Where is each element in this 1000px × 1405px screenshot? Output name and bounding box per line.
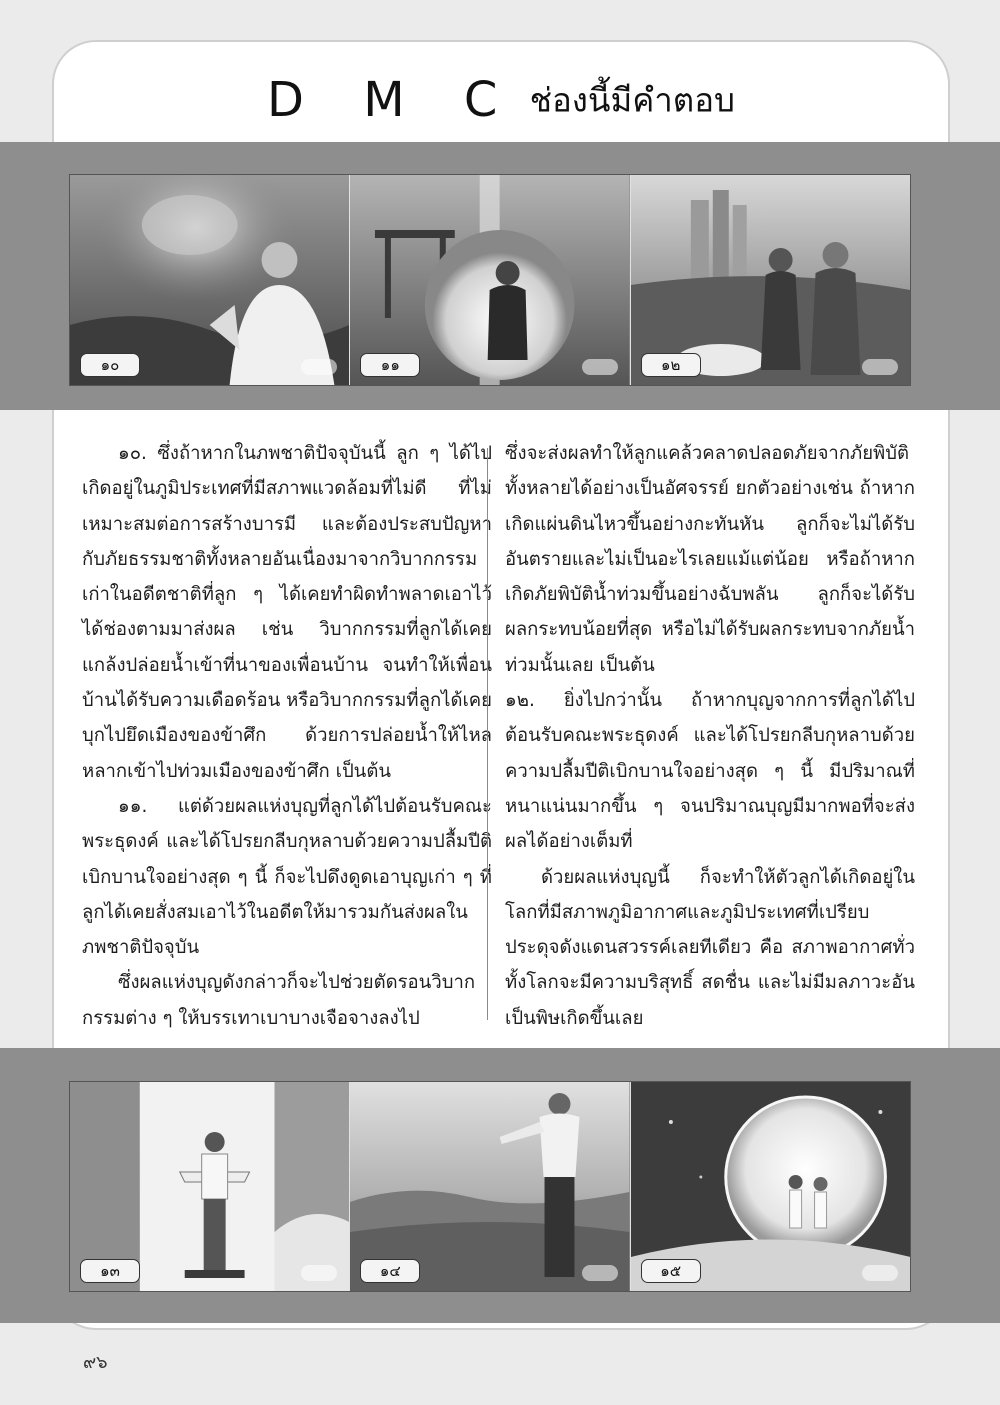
image-number-badge: ๑๕ — [641, 1259, 701, 1283]
illustration-15 — [631, 1082, 910, 1291]
image-number-badge: ๑๓ — [80, 1259, 140, 1283]
text-column-right — [505, 436, 915, 1036]
illustration-13 — [70, 1082, 350, 1291]
illustration-12 — [631, 175, 910, 385]
page-title — [52, 72, 950, 142]
dmc-logo — [301, 1265, 337, 1281]
dmc-logo — [582, 1265, 618, 1281]
illustration-10 — [70, 175, 350, 385]
dmc-logo — [862, 359, 898, 375]
paragraph: ๑๒. ยิ่งไปกว่านั้น ถ้าหากบุญจากการที่ลูกได้ไปต้อนรับคณะพระธุดงค์ และได้โปรยกลีบกุหลาบด้วยความปลื้มปีติเบิกบานใจอย่างสุด ๆ นี้ มีปริมาณที่หนาแน่นมากขึ้น ๆ จนปริมาณบุญมีมากพอที่จะส่งผลได้อย่างเต็มที่ — [505, 690, 915, 853]
bottom-image-strip — [69, 1081, 911, 1292]
illustration-11 — [350, 175, 630, 385]
title-dmc: D M C — [266, 72, 520, 128]
image-number-badge: ๑๐ — [80, 353, 140, 377]
dmc-logo — [862, 1265, 898, 1281]
paragraph: ซึ่งจะส่งผลทำให้ลูกแคล้วคลาดปลอดภัยจากภัยพิบัติทั้งหลายได้อย่างเป็นอัศจรรย์ ยกตัวอย่างเช่น ถ้าหากเกิดแผ่นดินไหวขึ้นอย่างกะทันหัน ลูกก็จะไม่ได้รับอันตรายและไม่เป็นอะไรเลยแม้แต่น้อย หรือถ้าหากเกิดภัยพิบัติน้ำท่วมขึ้นอย่างฉับพลัน ลูกก็จะได้รับผลกระทบน้อยที่สุด หรือไม่ได้รับผลกระทบจากภัยน้ำท่วมนั้นเลย เป็นต้น — [505, 443, 915, 676]
top-image-strip — [69, 174, 911, 386]
paragraph: ๑๐. ซึ่งถ้าหากในภพชาติปัจจุบันนี้ ลูก ๆ ได้ไปเกิดอยู่ในภูมิประเทศที่มีสภาพแวดล้อมที่ไม่ดี ที่ไม่เหมาะสมต่อการสร้างบารมี และต้องประสบปัญหากับภัยธรรมชาติทั้งหลายอันเนื่องมาจากวิบากกรรมเก่าในอดีตชาติที่ลูก ๆ ได้เคยทำผิดทำพลาดเอาไว้ ได้ช่องตามมาส่งผล เช่น วิบากกรรมที่ลูกได้เคยแกล้งปล่อยน้ำเข้าที่นาของเพื่อนบ้าน จนทำให้เพื่อนบ้านได้รับความเดือดร้อน หรือวิบากกรรมที่ลูกได้เคยบุกไปยึดเมืองของข้าศึก ด้วยการปล่อยน้ำให้ไหลหลากเข้าไปท่วมเมืองของข้าศึก เป็นต้น — [82, 443, 492, 782]
title-thai: ช่องนี้มีคำตอบ — [529, 80, 736, 120]
illustration-14 — [350, 1082, 630, 1291]
dmc-logo — [301, 359, 337, 375]
paragraph: ซึ่งผลแห่งบุญดังกล่าวก็จะไปช่วยตัดรอนวิบากกรรมต่าง ๆ ให้บรรเทาเบาบางเจือจางลงไป — [82, 972, 476, 1029]
page-number: ๙๖ — [83, 1352, 108, 1373]
text-column-left — [82, 436, 492, 1036]
paragraph: ๑๑. แต่ด้วยผลแห่งบุญที่ลูกได้ไปต้อนรับคณะพระธุดงค์ และได้โปรยกลีบกุหลาบด้วยความปลื้มปีติเบิกบานใจอย่างสุด ๆ นี้ ก็จะไปดึงดูดเอาบุญเก่า ๆ ที่ลูกได้เคยสั่งสมเอาไว้ในอดีตให้มารวมกันส่งผลในภพชาติปัจจุบัน — [82, 795, 492, 959]
column-divider — [487, 448, 488, 1020]
image-number-badge: ๑๑ — [360, 353, 420, 377]
image-number-badge: ๑๒ — [641, 353, 701, 377]
image-number-badge: ๑๔ — [360, 1259, 420, 1283]
dmc-logo — [582, 359, 618, 375]
paragraph: ด้วยผลแห่งบุญนี้ ก็จะทำให้ตัวลูกได้เกิดอยู่ในโลกที่มีสภาพภูมิอากาศและภูมิประเทศที่เปรียบประดุจดังแดนสวรรค์เลยทีเดียว คือ สภาพอากาศทั่วทั้งโลกจะมีความบริสุทธิ์ สดชื่น และไม่มีมลภาวะอันเป็นพิษเกิดขึ้นเลย — [505, 866, 915, 1029]
